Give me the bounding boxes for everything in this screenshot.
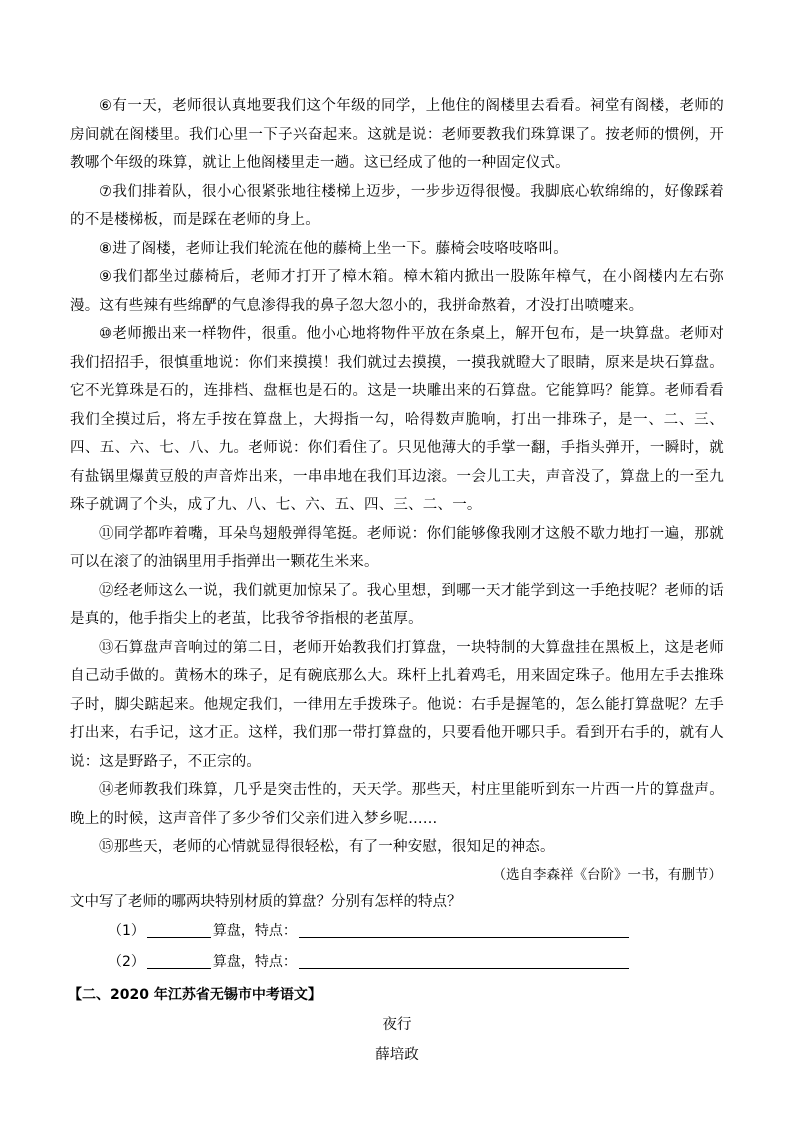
question-text: 文中写了老师的哪两块特别材质的算盘？分别有怎样的特点？ (70, 893, 462, 910)
answer-label: 算盘，特点： (212, 953, 297, 970)
section-heading: 【二、2020 年江苏省无锡市中考语文】 (68, 986, 322, 1003)
answer-blank-feature[interactable] (299, 921, 629, 938)
paragraph-7: ⑦我们排着队，很小心很紧张地往楼梯上迈步，一步步迈得很慢。我脚底心软绵绵的，好像踩着的不是楼梯板，而是踩在老师的身上。 (70, 183, 724, 228)
poem-author: 薛培政 (375, 1046, 419, 1063)
answer-blank-feature[interactable] (299, 952, 629, 969)
paragraph-11: ⑪同学都咋着嘴，耳朵鸟翅般弹得笔挺。老师说：你们能够像我刚才这般不歇力地打一遍，那就可以在滚了的油锅里用手指弹出一颗花生米来。 (70, 525, 724, 570)
paragraph-13: ⑬石算盘声音响过的第二日，老师开始教我们打算盘，一块特制的大算盘挂在黑板上，这是老师自己动手做的。黄杨木的珠子，足有碗底那么大。珠杆上扎着鸡毛，用来固定珠子。他用左手去推珠子时，脚尖踮起来。他规定我们，一律用左手拨珠子。他说：右手是握笔的，怎么能打算盘呢？左手打出来，右手记，这才正。这样，我们那一带打算盘的，只要看他开哪只手。看到开右手的，就有人说：这是野路子，不正宗的。 (70, 639, 724, 770)
answer-line-2 (70, 947, 724, 978)
paragraph-10: ⑩老师搬出来一样物件，很重。他小心地将物件平放在条桌上，解开包布，是一块算盘。老师对我们招招手，很慎重地说：你们来摸摸！我们就过去摸摸，一摸我就瞪大了眼睛，原来是块石算盘。它不光算珠是石的，连排档、盘框也是石的。这是一块雕出来的石算盘。它能算吗？能算。老师看看我们全摸过后，将左手按在算盘上，大拇指一勾，哈得数声脆响，打出一排珠子，是一、二、三、四、五、六、七、八、九。老师说：你们看住了。只见他薄大的手掌一翻，手指头弹开，一瞬时，就有盐锅里爆黄豆般的声音炸出来，一串串地在我们耳边滚。一会儿工夫，声音没了，算盘上的一至九珠子就调了个头，成了九、八、七、六、五、四、三、二、一。 (70, 326, 724, 513)
paragraph-15: ⑮那些天，老师的心情就显得很轻松，有了一种安慰，很知足的神态。 (99, 839, 555, 855)
answer-number: （1） (108, 922, 145, 939)
document-page (70, 92, 724, 1070)
paragraph-9: ⑨我们都坐过藤椅后，老师才打开了樟木箱。樟木箱内掀出一股陈年樟气，在小阁楼内左右弥漫。这有些辣有些绵酽的气息渗得我的鼻子忽大忽小的，我拼命熬着，才没打出喷嚏来。 (70, 269, 724, 314)
answer-blank-material[interactable] (147, 921, 211, 938)
poem-title: 夜行 (382, 1016, 412, 1033)
paragraph-14: ⑭老师教我们珠算，几乎是突击性的，天天学。那些天，村庄里能听到东一片西一片的算盘声。晚上的时候，这声音伴了多少爷们父亲们进入梦乡呢…… (70, 782, 724, 827)
answer-number: （2） (108, 953, 145, 970)
paragraph-6: ⑥有一天，老师很认真地要我们这个年级的同学，上他住的阁楼里去看看。祠堂有阁楼，老师的房间就在阁楼里。我们心里一下子兴奋起来。这就是说：老师要教我们珠算课了。按老师的惯例，开教哪个年级的珠算，就让上他阁楼里走一趟。这已经成了他的一种固定仪式。 (70, 98, 724, 171)
answer-label: 算盘，特点： (212, 922, 297, 939)
paragraph-8: ⑧进了阁楼，老师让我们轮流在他的藤椅上坐一下。藤椅会吱咯吱咯叫。 (99, 240, 568, 257)
paragraph-12: ⑫经老师这么一说，我们就更加惊呆了。我心里想，到哪一天才能学到这一手绝技呢？老师的话是真的，他手指尖上的老茧，比我爷爷指根的老茧厚。 (70, 582, 724, 627)
source-note: （选自李森祥《台阶》一书，有删节） (492, 866, 722, 883)
answer-blank-material[interactable] (147, 952, 211, 969)
answer-line-1 (70, 916, 724, 947)
